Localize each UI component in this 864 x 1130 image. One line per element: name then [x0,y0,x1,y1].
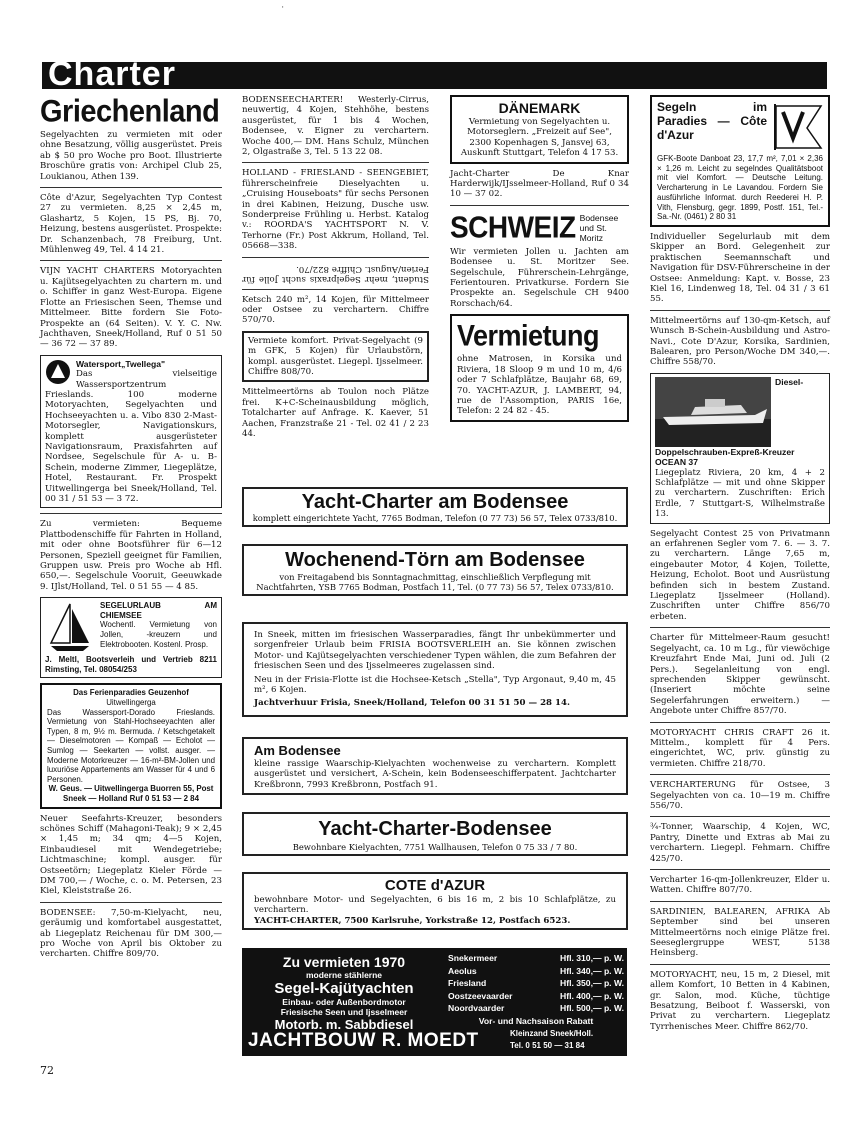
column-3 [450,95,629,427]
geuzenhof-ad [40,683,222,808]
amb-text: kleine rassige Waarschip-Kielyachten wochenweise zu verchartern. Komplett ausgerüstet und versichert, A-Schein, kein Bodenseeschifferpatent. Jachtcharter Kreßbronn, 7993 Kreßbronn, Postfach 91. [254,759,616,790]
segeln-text: GFK-Boote Danboat 23, 17,7 m², 7,01 × 2,36 × 1,26 m. Leicht zu segelndes Qualitätsboot mit viel Komfort. — Deutsche Leitung. Vercharterung in Le Lavandou. Fordern Sie ausführliche Informat. durch Reederei H. P. Vith, Flensburg, gegr. 1899, Postf. 151, Tel.-Sa.-Nr. (0461) 2 80 31 [657,154,823,222]
bodenseecharter-ad: BODENSEECHARTER! Westerly-Cirrus, neuwertig, 4 Kojen, Stehhöhe, bestens ausgerüstet, für 1 bis 4 Wochen, Bodensee, v. Eigner zu verchartern. Woche 400,— DM. Hans Schulz, München 2, Olgastraße 3, Tel. 5 13 22 08. [242,95,429,158]
cote-azur-ad: Côte d'Azur, Segelyachten Typ Contest 27 zu vermieten. 8,25 × 2,45 m, Glashartz, 5 Kojen, 15 PS, Bj. 70, Heizung, bestens ausgerüstet. Prospekte: Dr. Schanzenbach, 78 Freiburg, Unt. Mühlenweg 49, Tel. 4 14 21. [40,193,222,256]
moedt-line-2: moderne stählerne [305,970,383,980]
divider [650,816,830,817]
motor-cruiser-photo [655,377,771,447]
divider [242,257,429,258]
frisia-text-2: Neu in der Frisia-Flotte ist die Hochsee-Ketsch „Stella", Typ Argonaut, 9,40 m, 45 m², 6 Kojen. [254,674,616,696]
moedt-tel: Tel. 0 51 50 — 31 84 [510,1041,585,1050]
page-number: 72 [40,1064,54,1077]
wtb-text: von Freitagabend bis Sonntagnachmittag, einschließlich Verpflegung mit Nachtfahrten, YSB 7765 Bodman, Postfach 11, Tel. (0 77 73) 56 57, Telex 0733/810. [256,572,614,592]
divider [650,627,830,628]
divider [650,964,830,965]
chiemsee-ad [40,597,222,678]
divider [650,722,830,723]
vermietung-title: Vermietung [457,319,600,353]
vermietung-text: ohne Matrosen, in Korsika und Riviera, 18 Sloop 9 m und 10 m, 4/6 oder 7 Schlafplätze, Baujahr 68, 69, 70. YACHT-AZUR, J. LAMBERT, 94, rue de l'Assomption, PARIS 16e, Telefon: 2 24 82 - 45. [457,354,622,417]
divider [450,205,629,206]
twellega-title: Watersport„Twellega" [76,358,166,369]
yacht-charter-bodensee-2-ad [242,812,628,856]
chiemsee-title: SEGELURLAUB AM CHIEMSEE [100,601,217,620]
vijn-ad: VIJN YACHT CHARTERS Motoryachten u. Kajütsegelyachten zu chartern m. und o. Schiffer in ganz West-Europa. Eigene Flotte an Friesischen Seen, Themse und Mittelmeer. Bitte fordern Sie Foto-Prospekte an (64 Seiten). V. Y. C. Nw. Jachthaven, Sneek/Holland, Ruf 0 51 50 — 36 72 — 37 89. [40,266,222,350]
price-row: Oostzeevaarder Hfl. 400,— p. W. [448,990,624,1001]
chiemsee-text: Wochentl. Vermietung von Jollen, -kreuzern und Elektrobooten. Kostenl. Prosp. [100,620,217,649]
ocean37-ad [650,373,830,524]
sailboat-icon [45,601,95,653]
ycb2-title: Yacht-Charter-Bodensee [318,818,552,840]
privat-segelyacht-ad: Vermiete komfort. Privat-Segelyacht (9 m GFK, 5 Kojen) für Urlaubstörn, kompl. ausgerüstet. Liegepl. Ijsselmeer. Chiffre 808/70. [242,331,429,383]
pennant-flag-icon [771,102,823,152]
schweiz-side: Bodensee und St. Moritz [579,212,619,243]
divider [650,310,830,311]
divider [40,513,222,514]
vercharterung-ad: VERCHARTERUNG für Ostsee, 3 Segelyachten von ca. 10—19 m. Chiffre 556/70. [650,780,830,811]
knar-ad: Jacht-Charter De Knar Harderwijk/IJsselmeer-Holland, Ruf 0 34 10 — 37 02. [450,168,629,200]
moedt-ad [242,948,627,1056]
moedt-name: JACHTBOUW R. MOEDT [248,1030,479,1051]
wtb-title: Wochenend-Törn am Bodensee [285,549,585,571]
jollenkreuzer-ad: Vercharter 16-qm-Jollenkreuzer, Elder u. Watten. Chiffre 807/70. [650,875,830,896]
am-bodensee-ad [242,737,628,795]
geuzenhof-text: Das Wassersport-Dorado Frieslands. Vermietung von Stahl-Hochseeyachten aller Typen, 8 m, 9½ m. Bermuda. / Ketschgetakelt — Dieselmotoren — Kompaß — Echolot — Sumlog — Seekarten — vollst. ausger. — Moderne Motorkreuzer — 16-m²-BM-Jollen und luxuriöse Appartements am Wasser für 4 und 6 Personen. [47,707,215,784]
mittelmeer-toulon-ad: Mittelmeertörns ab Toulon noch Plätze frei. K+C-Scheinausbildung möglich, Totalcharter auf Anfrage. K. Kaever, 51 Aachen, Franzstraße 21 - Tel. 02 41 / 2 23 44. [242,387,429,439]
amb-title: Am Bodensee [254,743,341,758]
ycb2-text: Bewohnbare Kielyachten, 7751 Wallhausen, Telefon 0 75 33 / 7 80. [292,842,578,852]
price-row: Noordvaarder Hfl. 500,— p. W. [448,1003,624,1013]
moedt-price-list [448,952,624,1027]
motoryacht-ad: MOTORYACHT, neu, 15 m, 2 Diesel, mit allem Komfort, 10 Betten in 4 Kabinen, gr. Salon, mod. Küche, tüchtige Besatzung, Beiboot f. Wasserski, von Privat zu verchartern. Liegeplatz Tyrrhenisches Meer. Chiffre 862/70. [650,969,830,1032]
ycb-text: komplett eingerichtete Yacht, 7765 Bodman, Telefon (0 77 73) 56 57, Telex 0733/810. [252,513,618,523]
price-row: Friesland Hfl. 350,— p. W. [448,978,624,988]
ocean37-title: Diesel-Doppelschrauben-Expreß-Kreuzer OCEAN 37 [655,376,804,468]
twellega-ad [40,355,222,509]
ycb-title: Yacht-Charter am Bodensee [301,491,569,513]
column-1 [40,95,222,965]
column-2 [242,95,429,444]
daenemark-text: Vermietung von Segelyachten u. Motorseglern. „Freizeit auf See", 2300 Kopenhagen S, Jansvej 63, Auskunft Stuttgart, Telefon 4 17 53. [460,117,619,159]
mittelmeer-ketsch-ad: Mittelmeertörns auf 130-qm-Ketsch, auf Wunsch B-Schein-Ausbildung und Astro-Navi., Cote D'Azur, Korsika, Sardinien, Balearen, pro Person/Woche DM 340,—. Chiffre 558/70. [650,315,830,368]
moedt-addr: Kleinzand Sneek/Holl. [510,1029,594,1038]
moedt-line-3: Segel-Kajütyachten [274,980,414,997]
ocean37-text: Liegeplatz Riviera, 20 km, 4 + 2 Schlafplätze — mit und ohne Skipper zu verchartern. Zuschriften: Erich Erdle, 7 Stuttgart-S, Wilhelmstraße 13. [655,467,825,520]
chiemsee-footer: J. Meltl, Bootsverleih und Vertrieb 8211 Rimsting, Tel. 08054/253 [45,655,217,674]
segeln-paradies-ad [650,95,830,227]
contest-ad: Segelyacht Contest 25 von Privatmann an erfahrenen Segler vom 7. 6. — 3. 7. zu verchartern. Länge 7,65 m, eingebauter Motor, 4 Kojen, Toilette, Heizung, Echolot. Boot und Ausrüstung befinden sich in bestem Zustand. Liegeplatz Ijsselmeer (Holland). Zuschriften unter Chiffre 856/70 erbeten. [650,528,830,622]
cote-azur-wide-ad [242,872,628,930]
frisia-footer: Jachtverhuur Frisia, Sneek/Holland, Telefon 00 31 51 50 — 28 14. [254,698,570,709]
twellega-text: Das vielseitige Wassersportzentrum Frieslands. 100 moderne Motoryachten, Segelyachten und Hochseeyachten u. a. Vibo 830 2-Mast-Motorsegler, Navigationskurs, komplett ausgerüsteter Navigationsraum, Praxisfahrten auf Nordsee, Segelschule für A- u. B-Schein, moderne Zimmer, Liegeplätze, Hotel, Restaurant. Fr. Prospekt Uitwellingerga bei Sneek/Holland, Tel. 00 31 / 51 53 — 3 72. [45,369,217,504]
geuzenhof-footer: W. Geus. — Uitwellingerga Buorren 55, Post Sneek — Holland Ruf 0 51 53 — 2 84 [48,784,214,803]
price-row: Snekermeer Hfl. 310,— p. W. [448,953,624,963]
page-heading: Charter [48,55,176,93]
divider [242,289,429,290]
geuzenhof-subtitle: Uitwellingerga [106,698,156,708]
ketsch-ad: Ketsch 240 m², 14 Kojen, für Mittelmeer oder Ostsee zu verchartern. Chiffre 570/70. [242,294,429,326]
geuzenhof-title: Das Ferienparadies Geuzenhof [73,688,189,698]
schweiz-text: Wir vermieten Jollen u. Jachten am Bodensee u. St. Moritzer See. Segelschule, Führerschein-Lehrgänge, Ferientouren. Privatkurse. Fordern Sie Prospekte an. Segelschule CH 9400 Rorschach/64. [450,246,629,309]
bodensee-ad: BODENSEE: 7,50-m-Kielyacht, neu, geräumig und komfortabel ausgestattet, ab Liegeplatz Reichenau für DM 300,— pro Woche von April bis Oktober zu vercharten. Chiffre 809/70. [40,907,222,960]
holland-ad: HOLLAND - FRIESLAND - SEENGEBIET, führerscheinfreie Dieselyachten u. „Cruising Houseboats" für sechs Personen in drei Kabinen, Heizung, Dusche usw. Sonderpreise Frühling u. Herbst. Katalog v.: ROORDA'S YACHTSPORT N. V. Terhorne (Fr.) Post Akkrum, Holland, Tel. 05668—338. [242,168,429,252]
divider [650,869,830,870]
divider [650,901,830,902]
twellega-logo-icon [45,359,71,385]
individuell-ad: Individueller Segelurlaub mit dem Skipper an Bord. Gelegenheit zur praktischen Seemannschaft und Navigation für DSV-Führerscheine in der Ostsee: Anmeldung: Kapt. v. Bosse, 23 Kiel 16, Lindenweg 18, Tel. 04 31 / 3 61 55. [650,231,830,305]
stray-mark: ' [282,6,284,13]
moedt-line-6: Motorb. m. Sabbdiesel [274,1017,414,1032]
vermietung-ad [450,314,629,421]
segeln-title: Segeln im Paradies — Côte d'Azur [657,100,767,142]
moedt-tail: Vor- und Nachsaison Rabatt [478,1015,594,1026]
daenemark-title: DÄNEMARK [498,100,581,116]
cote-text: bewohnbare Motor- und Segelyachten, 6 bis 16 m, 2 bis 10 Schlafplätze, zu verchartern. [254,895,616,916]
cote-title: COTE d'AZUR [384,877,486,894]
griechenland-title: Griechenland [40,93,220,130]
schweiz-title: SCHWEIZ [450,209,576,244]
moedt-line-1: Zu vermieten 1970 [282,954,406,970]
chris-craft-ad: MOTORYACHT CHRIS CRAFT 26 it. Mittelm., komplett für 4 Pers. eingerichtet, WC, priv. günstig zu vermieten. Chiffre 218/70. [650,727,830,769]
divider [650,774,830,775]
schweiz-header [450,211,629,243]
griechenland-ad: Segelyachten zu vermieten mit oder ohne Besatzung, völlig ausgerüstet. Preis ab $ 50 pro Woche pro Boot. Illustrierte Broschüre gratis von: Archipel Club 25, Loukianou, Athen 139. [40,130,222,182]
divider [40,902,222,903]
vermieten-ad: Zu vermieten: Bequeme Plattbodenschiffe für Fahrten in Holland, mit oder ohne Bootsführer für 6—12 Personen, Speziell geeignet für Familien, Gruppen usw. Preis pro Woche ab Hfl. 650,—. Segelschule Vooruit, Geeuwkade 9. IJlst/Holland, Tel. 0 51 55 — 4 85. [40,519,222,592]
price-row: Aeolus Hfl. 340,— p. W. [448,965,624,976]
seefahrt-ad: Neuer Seefahrts-Kreuzer, besonders schönes Schiff (Mahagoni-Teak); 9 × 2,45 × 1,45 m; 34 qm; 4—5 Kojen, Einbaudiesel mit Wendegetriebe; Lichtmaschine; kompl. ausger. für Ostseetörn; Liegeplatz Kieler Förde — DM 700,— / Woche, c. o. M. Petersen, 23 Kiel, Kleiststraße 26. [40,813,222,897]
moedt-line-4: Einbau- oder Außenbordmotor [282,997,406,1007]
tonner-ad: ¾-Tonner, Waarschip, 4 Kojen, WC, Pantry, Dinette und Extras ab Mai zu verchartern. Liegepl. Fehmarn. Chiffre 425/70. [650,822,830,864]
wochenend-toern-ad [242,544,628,596]
column-4 [650,95,830,1037]
student-ad-upside-down: Student, mehr Segelpraxis sucht Jolle für Ferien/August. Chiffre 822/70. [242,263,429,284]
cote-footer: YACHT-CHARTER, 7500 Karlsruhe, Yorkstraße 12, Postfach 6523. [254,915,571,926]
divider [40,260,222,261]
frisia-ad [242,622,628,717]
daenemark-ad [450,95,629,164]
yacht-charter-bodensee-ad [242,487,628,527]
charter-gesucht-ad: Charter für Mittelmeer-Raum gesucht! Segelyacht, ca. 10 m Lg., für viewöchige Kreuzfahrt Ende Mai, Juni od. Juli (2 Pers.). Segelanleitung von engl. sprechenden Skipper gewünscht. (Inseriert möchte seine Segelerfahrungen erweitern.) — Angebote unter Chiffre 857/70. [650,633,830,717]
divider [242,162,429,163]
sardinien-ad: SARDINIEN, BALEAREN, AFRIKA Ab September sind bei unseren Mittelmeertörns noch einige Plätze frei. Seeseglergruppe WEST, 5138 Heinsberg. [650,906,830,959]
moedt-left [246,954,442,1033]
frisia-text: In Sneek, mitten im friesischen Wasserparadies, fängt Ihr unbekümmerter und sorgenfreier Urlaub beim FRISIA BOOTSVERLEIH an. Sie können zwischen Motor- und Kajütsegelyachten verschiedener Typen wählen, die zum Befahren der friesischen Seen und des Ijsselmeeres zugelassen sind. [254,630,616,672]
moedt-line-5: Friesische Seen und Ijsselmeer [280,1007,408,1017]
divider [40,187,222,188]
